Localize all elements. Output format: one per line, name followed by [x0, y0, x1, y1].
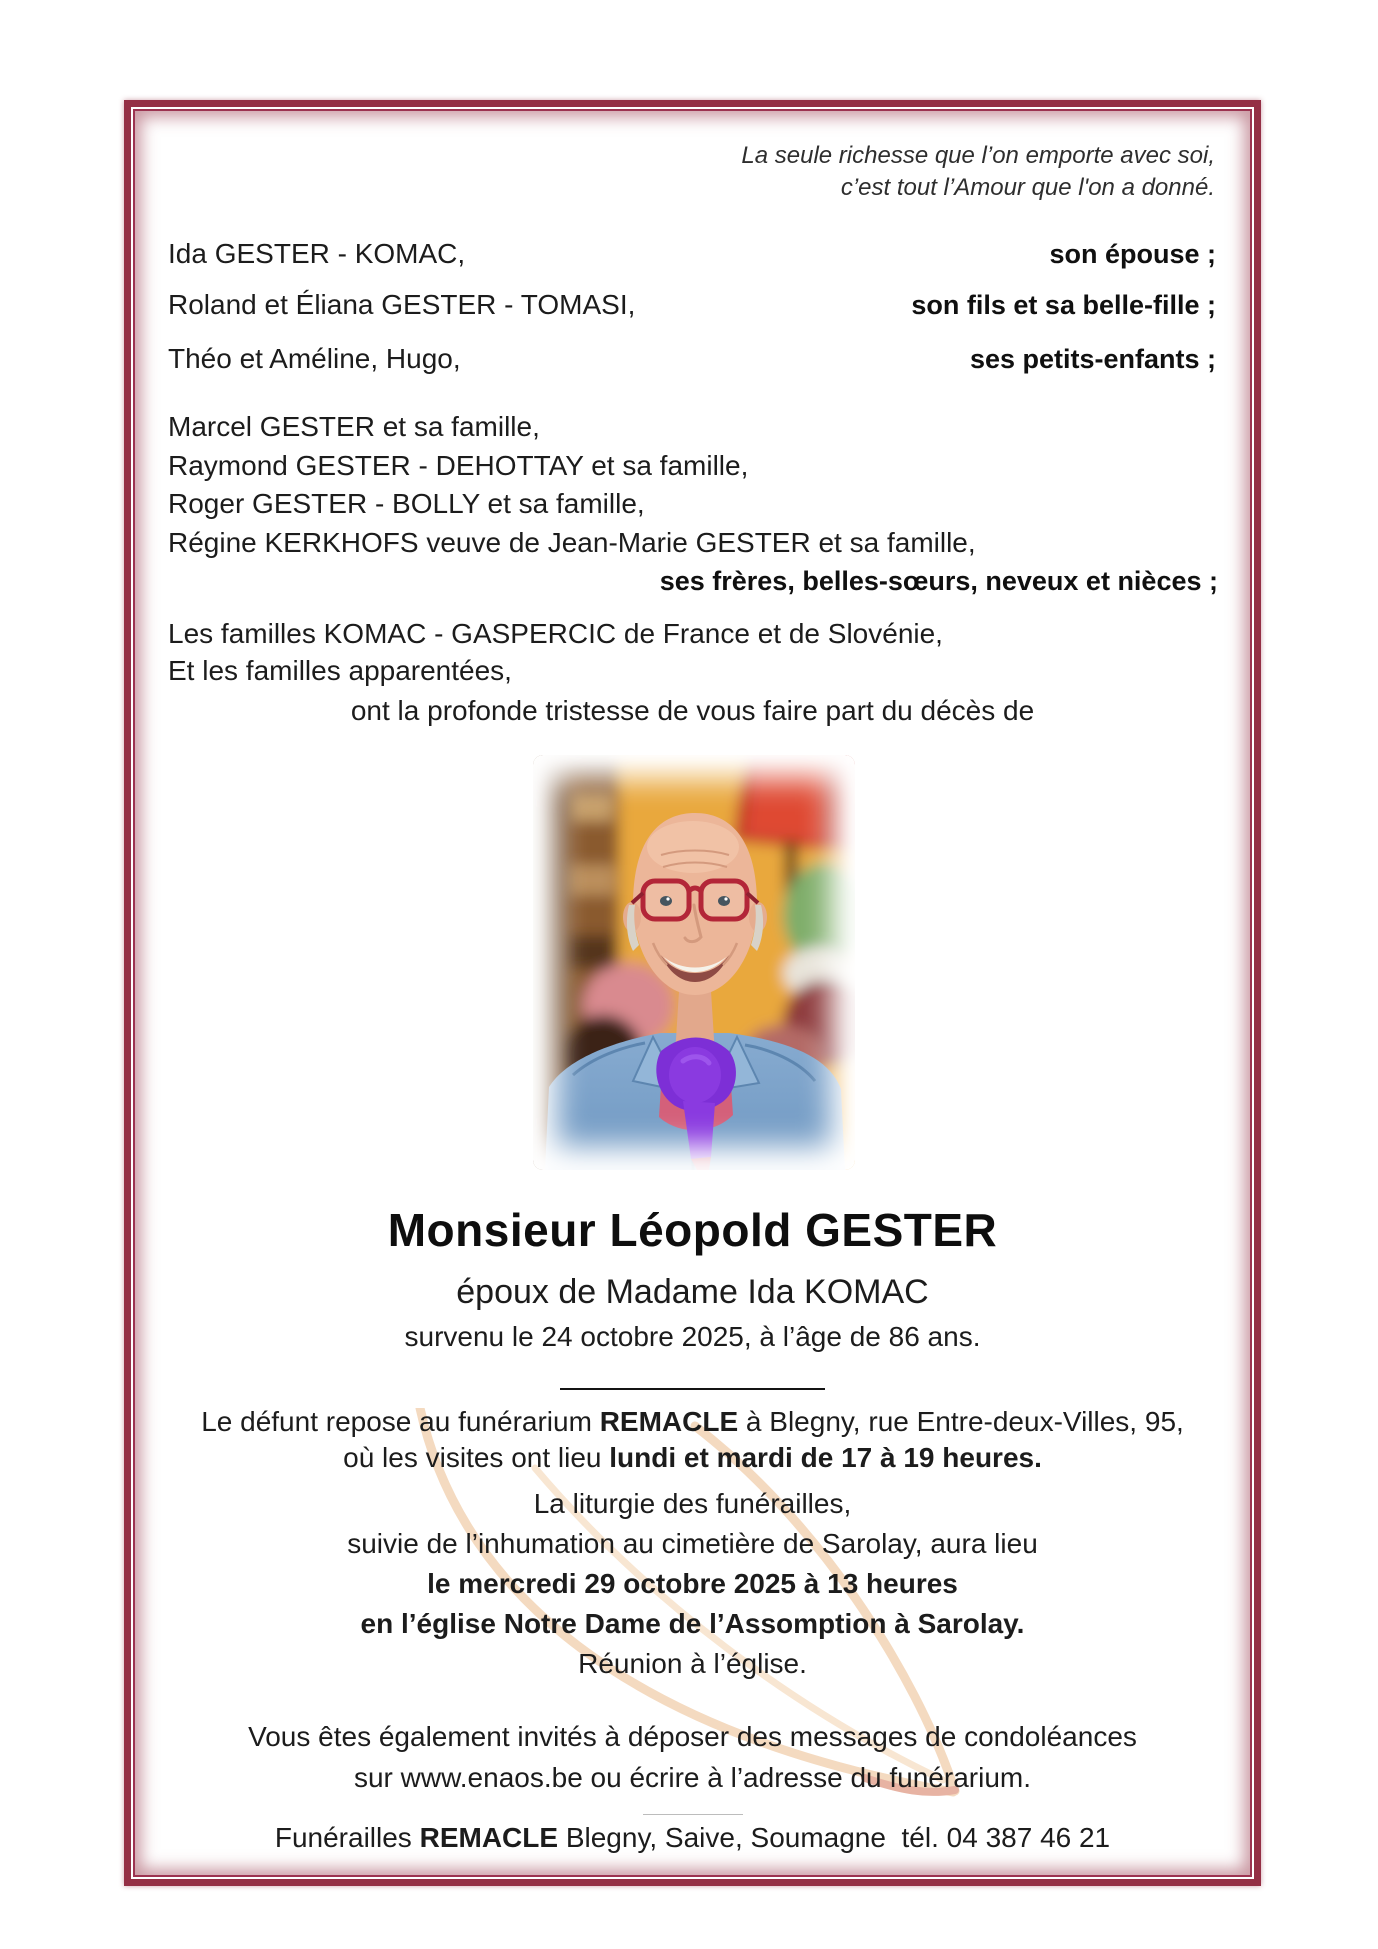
sibling-line: Raymond GESTER - DEHOTTAY et sa famille,: [168, 449, 749, 481]
relative-name: Théo et Améline, Hugo,: [168, 343, 461, 374]
ceremony-line: La liturgie des funérailles,: [533, 1488, 852, 1519]
sibling-line: Régine KERKHOFS veuve de Jean-Marie GESTER et sa famille,: [168, 526, 976, 558]
relationship-label: ses petits-enfants ;: [969, 344, 1216, 374]
quote-line-2: c’est tout l’Amour que l'on a donné.: [840, 174, 1215, 201]
repose-block: [150, 1404, 1235, 1476]
siblings-block: [168, 408, 1216, 562]
ceremony-block: [124, 1484, 1261, 1684]
condolences-line: sur www.enaos.be ou écrire à l’adresse du funérarium.: [353, 1762, 1031, 1793]
spouse-line: époux de Madame Ida KOMAC: [456, 1273, 929, 1311]
announcement-text: ont la profonde tristesse de vous faire part du décès de: [350, 695, 1035, 726]
repose-line: Le défunt repose au funérarium REMACLE à Blegny, rue Entre-deux-Villes, 95,: [201, 1406, 1184, 1437]
ceremony-church-line: en l’église Notre Dame de l’Assomption à Sarolay.: [360, 1608, 1025, 1639]
ceremony-line: suivie de l’inhumation au cimetière de Sarolay, aura lieu: [347, 1528, 1038, 1559]
relation-row: [168, 341, 1216, 377]
relative-name: Roland et Éliana GESTER - TOMASI,: [168, 289, 636, 320]
relationship-label: son épouse ;: [1049, 239, 1216, 269]
condolences-line: Vous êtes également invités à déposer des messages de condoléances: [248, 1721, 1137, 1752]
sibling-line: Marcel GESTER et sa famille,: [168, 411, 540, 442]
visits-hours: lundi et mardi de 17 à 19 heures.: [609, 1442, 1042, 1473]
visits-line: où les visites ont lieu lundi et mardi de 17 à 19 heures.: [343, 1442, 1042, 1473]
death-date-line: survenu le 24 octobre 2025, à l’âge de 86 ans.: [404, 1321, 981, 1352]
relationship-label: son fils et sa belle-fille ;: [911, 290, 1216, 320]
funeral-home-name: REMACLE: [419, 1822, 559, 1853]
ceremony-line: Réunion à l’église.: [578, 1648, 807, 1679]
ceremony-date-line: le mercredi 29 octobre 2025 à 13 heures: [427, 1568, 958, 1599]
families-line: Et les familles apparentées,: [168, 655, 512, 686]
relation-row: [168, 236, 1216, 272]
footer-divider-line: [643, 1814, 743, 1815]
quote-line-1: La seule richesse que l’on emporte avec soi,: [741, 142, 1215, 169]
portrait-illustration: [533, 755, 855, 1170]
footer-funeral-home-info: Funérailles REMACLE Blegny, Saive, Soumagne tél. 04 387 46 21: [274, 1822, 1111, 1853]
section-divider-line: [560, 1388, 825, 1390]
epigraph-quote: [741, 140, 1215, 204]
siblings-relationship-label: ses frères, belles-sœurs, neveux et nièces ;: [659, 566, 1218, 596]
funeral-home-name: REMACLE: [599, 1406, 739, 1437]
families-line: Les familles KOMAC - GASPERCIC de France et de Slovénie,: [168, 618, 943, 649]
condolences-block: [124, 1716, 1261, 1798]
relative-name: Ida GESTER - KOMAC,: [168, 238, 466, 269]
families-block: [168, 615, 1216, 689]
deceased-name-title: Monsieur Léopold GESTER: [387, 1204, 998, 1256]
relation-row: [168, 287, 1216, 323]
deceased-portrait-photo: [533, 755, 855, 1170]
sibling-line: Roger GESTER - BOLLY et sa famille,: [168, 488, 645, 519]
